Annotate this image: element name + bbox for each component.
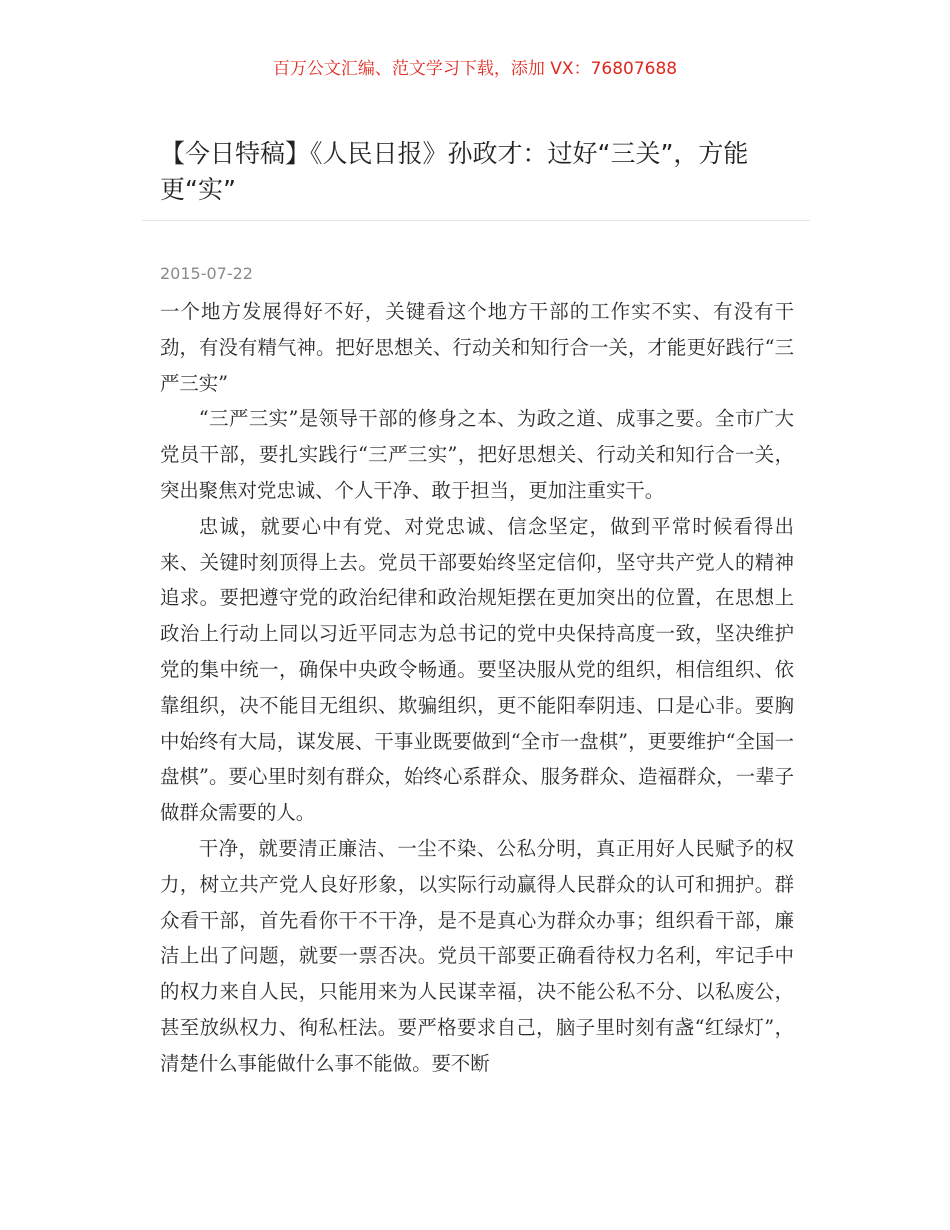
paragraph: 干净，就要清正廉洁、一尘不染、公私分明，真正用好人民赋予的权力，树立共产党人良好形象，以实际行动赢得人民群众的认可和拥护。群众看干部，首先看你干不干净，是不是真心为群众办事；组织看干部，廉洁上出了问题，就要一票否决。党员干部要正确看待权力名利，牢记手中的权力来自人民，只能用来为人民谋幸福，决不能公私不分、以私废公，甚至放纵权力、徇私枉法。要严格要求自己，脑子里时刻有盏“红绿灯”，清楚什么事能做什么事不能做。要不断	[160, 836, 794, 1075]
article-title: 【今日特稿】《人民日报》孙政才：过好“三关”，方能更“实”	[160, 139, 749, 204]
paragraph: 忠诚，就要心中有党、对党忠诚、信念坚定，做到平常时候看得出来、关键时刻顶得上去。党员干部要始终坚定信仰，坚守共产党人的精神追求。要把遵守党的政治纪律和政治规矩摆在更加突出的位置，在思想上政治上行动上同以习近平同志为总书记的党中央保持高度一致，坚决维护党的集中统一，确保中央政令畅通。要坚决服从党的组织，相信组织、依靠组织，决不能目无组织、欺骗组织，更不能阳奉阴违、口是心非。要胸中始终有大局，谋发展、干事业既要做到“全市一盘棋”，更要维护“全国一盘棋”。要心里时刻有群众，始终心系群众、服务群众、造福群众，一辈子做群众需要的人。	[160, 514, 794, 825]
paragraph-lead: 一个地方发展得好不好，关键看这个地方干部的工作实不实、有没有干劲，有没有精气神。把好思想关、行动关和知行合一关，才能更好践行“三严三实”	[160, 300, 794, 395]
header-banner: 百万公文汇编、范文学习下载，添加 VX：76807688	[272, 59, 678, 79]
article-body	[160, 294, 794, 1082]
title-divider	[142, 220, 810, 221]
publish-date: 2015-07-22	[160, 264, 253, 283]
paragraph: “三严三实”是领导干部的修身之本、为政之道、成事之要。全市广大党员干部，要扎实践行“三严三实”，把好思想关、行动关和知行合一关，突出聚焦对党忠诚、个人干净、敢于担当，更加注重实干。	[160, 407, 794, 502]
